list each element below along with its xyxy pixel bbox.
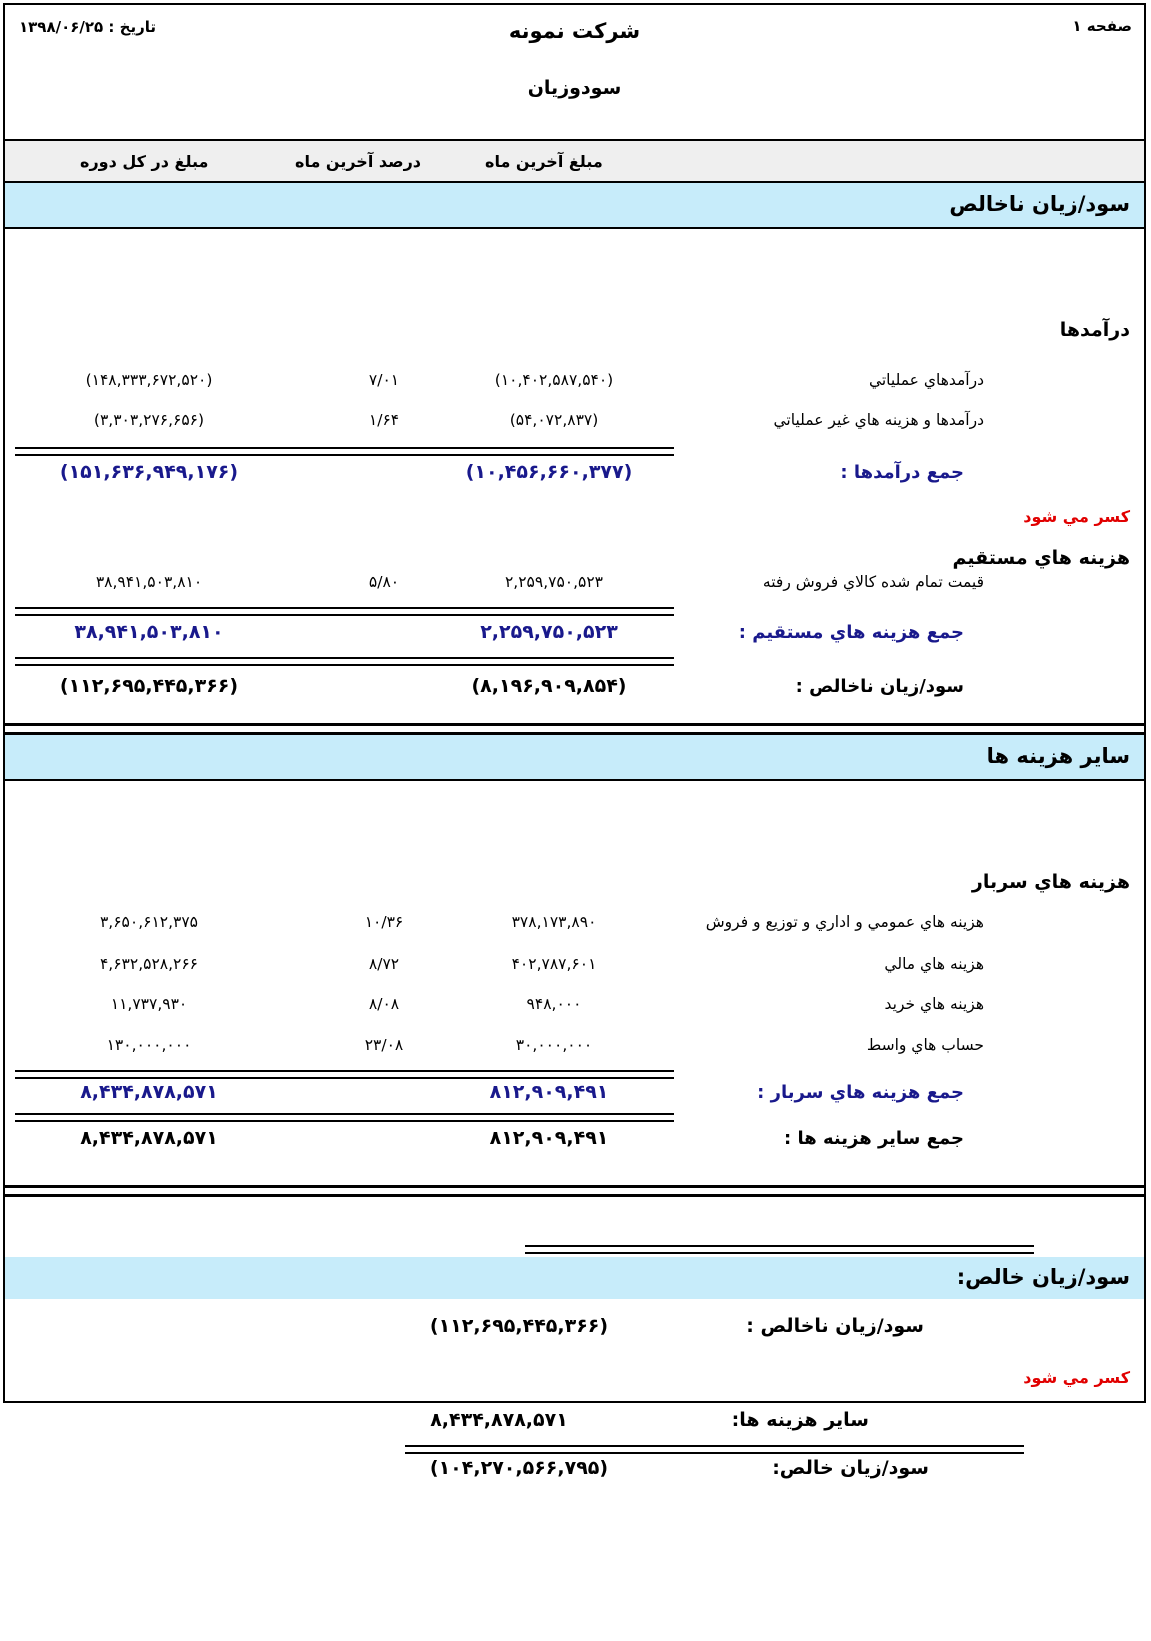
report-sheet (3, 3, 1146, 1479)
row-percent: ۲۳/۰۸ (364, 1036, 404, 1054)
row-total: ۳,۶۵۰,۶۱۲,۳۷۵ (99, 913, 199, 931)
company-name: شرکت نمونه (508, 19, 641, 43)
group-total-total: ۳۸,۹۴۱,۵۰۳,۸۱۰ (74, 621, 224, 643)
row-amount: (۵۴,۰۷۲,۸۳۷) (509, 411, 599, 429)
group-total-overheads (5, 1081, 1144, 1113)
section-total-other-expenses (5, 1127, 1144, 1159)
row-amount: ۹۴۸,۰۰۰ (526, 995, 582, 1013)
section-header-other-expenses (5, 735, 1144, 781)
summary-title: سود/زیان خالص: (956, 1265, 1130, 1289)
row-amount: ۲,۲۵۹,۷۵۰,۵۲۳ (504, 573, 604, 591)
group-title-direct-costs: هزينه هاي مستقيم (952, 547, 1130, 569)
row-label: هزينه هاي مالي (884, 955, 984, 973)
summary-net-label: سود/زیان خالص: (772, 1457, 929, 1479)
group-total-revenues (5, 461, 1144, 493)
total-rule (15, 447, 674, 456)
row-total: (۳,۳۰۳,۲۷۶,۶۵۶) (93, 411, 205, 429)
row-amount: ۴۰۲,۷۸۷,۶۰۱ (511, 955, 597, 973)
row-total: ۱۱,۷۳۷,۹۳۰ (110, 995, 188, 1013)
summary-title-bar (5, 1257, 1144, 1299)
row-total: ۴,۶۳۲,۵۲۸,۲۶۶ (99, 955, 199, 973)
total-rule (15, 1113, 674, 1122)
group-title-revenues: درآمدها (1059, 319, 1130, 341)
group-total-amount: (۱۰,۴۵۶,۶۶۰,۳۷۷) (465, 461, 633, 483)
total-rule (15, 1070, 674, 1079)
group-title-overheads: هزينه هاي سربار (971, 871, 1130, 893)
row-percent: ۸/۷۲ (368, 955, 400, 973)
summary-divider-wrap (5, 1173, 1144, 1231)
page-number: صفحه ۱ (1072, 17, 1132, 35)
summary-deduct-note: کسر مي شود (1023, 1368, 1130, 1387)
row-label: هزينه هاي خريد (884, 995, 984, 1013)
group-total-label: جمع درآمدها : (840, 462, 964, 483)
column-header-last-month-percent: درصد آخرین ماه (295, 152, 421, 171)
section-header-gross-profit (5, 183, 1144, 229)
report-title: سودوزیان (527, 77, 622, 99)
total-rule (15, 607, 674, 616)
gross-profit-body (5, 229, 1144, 671)
report-date: تاریخ : ۱۳۹۸/۰۶/۲۵ (19, 18, 156, 36)
group-total-total: (۱۵۱,۶۳۶,۹۴۹,۱۷۶) (59, 461, 239, 483)
row-label: هزينه هاي عمومي و اداري و توزيع و فروش (705, 913, 984, 931)
group-total-total: ۸,۴۳۴,۸۷۸,۵۷۱ (80, 1081, 218, 1103)
section-title: سایر هزینه ها (986, 744, 1130, 768)
group-total-label: جمع هزينه هاي مستقيم : (738, 622, 964, 643)
row-amount: ۳۷۸,۱۷۳,۸۹۰ (511, 913, 597, 931)
section-title: سود/زیان ناخالص (949, 192, 1130, 216)
section-total-amount: ۸۱۲,۹۰۹,۴۹۱ (489, 1127, 609, 1149)
summary-other-value: ۸,۴۳۴,۸۷۸,۵۷۱ (430, 1409, 568, 1431)
section-divider-wrap (5, 719, 1144, 735)
other-expenses-body (5, 781, 1144, 1111)
summary-net-value: (۱۰۴,۲۷۰,۵۶۶,۷۹۵) (429, 1457, 609, 1479)
report-header (5, 5, 1144, 141)
row-total: ۳۸,۹۴۱,۵۰۳,۸۱۰ (95, 573, 203, 591)
row-percent: ۱/۶۴ (368, 411, 400, 429)
net-summary (5, 1231, 1144, 1481)
column-header-row (5, 141, 1144, 183)
table-row (5, 409, 1144, 437)
row-label: درآمدها و هزينه هاي غير عملياتي (773, 411, 984, 429)
row-total: (۱۴۸,۳۳۳,۶۷۲,۵۲۰) (85, 371, 213, 389)
summary-other-label: سایر هزینه ها: (731, 1409, 869, 1431)
row-label: قيمت تمام شده کالاي فروش رفته (762, 573, 984, 591)
group-total-label: جمع هزينه هاي سربار : (757, 1082, 964, 1103)
row-amount: (۱۰,۴۰۲,۵۸۷,۵۴۰) (494, 371, 614, 389)
table-row (5, 911, 1144, 939)
summary-gross-label: سود/زیان ناخالص : (746, 1315, 924, 1337)
table-row (5, 953, 1144, 981)
summary-net-rule (405, 1445, 1024, 1454)
total-rule (15, 657, 674, 666)
group-total-amount: ۸۱۲,۹۰۹,۴۹۱ (489, 1081, 609, 1103)
group-total-amount: ۲,۲۵۹,۷۵۰,۵۲۳ (480, 621, 618, 643)
section-total-label: جمع سایر هزینه ها : (784, 1128, 964, 1149)
group-total-direct-costs (5, 621, 1144, 653)
row-percent: ۸/۰۸ (368, 995, 400, 1013)
summary-gross-value: (۱۱۲,۶۹۵,۴۴۵,۳۶۶) (429, 1315, 609, 1337)
table-row (5, 1034, 1144, 1062)
row-amount: ۳۰,۰۰۰,۰۰۰ (515, 1036, 593, 1054)
section-total-label: سود/زیان ناخالص : (795, 676, 964, 697)
row-label: حساب هاي واسط (866, 1036, 984, 1054)
section-total-total: ۸,۴۳۴,۸۷۸,۵۷۱ (80, 1127, 218, 1149)
section-total-gross-profit (5, 675, 1144, 707)
summary-divider (5, 1185, 1144, 1197)
deduct-note: کسر مي شود (1023, 507, 1130, 526)
table-row (5, 369, 1144, 397)
table-row (5, 571, 1144, 599)
row-label: درآمدهاي عملياتي (868, 371, 984, 389)
gross-profit-total-wrap (5, 671, 1144, 719)
column-header-total-period: مبلغ در کل دوره (80, 152, 209, 171)
row-total: ۱۳۰,۰۰۰,۰۰۰ (106, 1036, 192, 1054)
section-divider (5, 723, 1144, 735)
row-percent: ۵/۸۰ (368, 573, 400, 591)
section-total-amount: (۸,۱۹۶,۹۰۹,۸۵۴) (471, 675, 627, 697)
section-total-total: (۱۱۲,۶۹۵,۴۴۵,۳۶۶) (59, 675, 239, 697)
other-expenses-total-wrap (5, 1111, 1144, 1173)
summary-top-rule (525, 1245, 1034, 1254)
row-percent: ۱۰/۳۶ (364, 913, 404, 931)
row-percent: ۷/۰۱ (368, 371, 400, 389)
table-row (5, 993, 1144, 1021)
column-header-last-month-amount: مبلغ آخرین ماه (485, 152, 603, 171)
